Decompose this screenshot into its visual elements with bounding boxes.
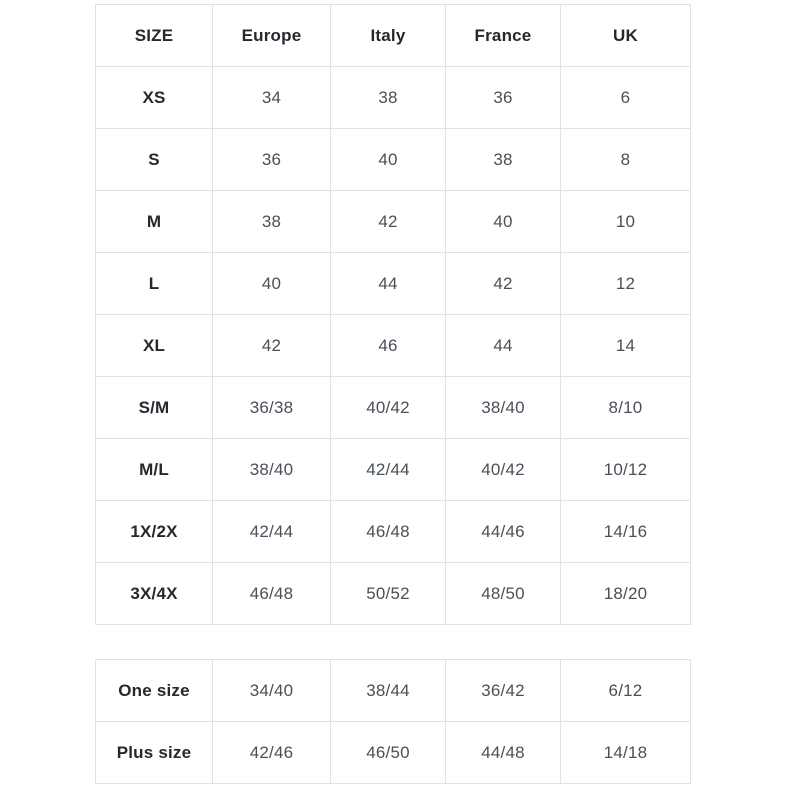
- table-row: [96, 191, 691, 253]
- column-header-uk: UK: [561, 5, 691, 67]
- table-row: [96, 439, 691, 501]
- europe-value: 40: [213, 253, 331, 315]
- italy-value: 46: [331, 315, 446, 377]
- table-row: [96, 67, 691, 129]
- column-header-europe: Europe: [213, 5, 331, 67]
- size-label: 1X/2X: [96, 501, 213, 563]
- italy-value: 50/52: [331, 563, 446, 625]
- size-label: XL: [96, 315, 213, 377]
- special-sizes-table: [95, 659, 691, 784]
- table-row: [96, 129, 691, 191]
- europe-value: 42/44: [213, 501, 331, 563]
- table-row: [96, 253, 691, 315]
- italy-value: 44: [331, 253, 446, 315]
- france-value: 40/42: [446, 439, 561, 501]
- size-label: M/L: [96, 439, 213, 501]
- size-label: XS: [96, 67, 213, 129]
- france-value: 44: [446, 315, 561, 377]
- europe-value: 36/38: [213, 377, 331, 439]
- uk-value: 10: [561, 191, 691, 253]
- italy-value: 46/50: [331, 722, 446, 784]
- italy-value: 42: [331, 191, 446, 253]
- header-row: [96, 5, 691, 67]
- uk-value: 18/20: [561, 563, 691, 625]
- europe-value: 34/40: [213, 660, 331, 722]
- size-label: L: [96, 253, 213, 315]
- table-row: [96, 563, 691, 625]
- table-row: [96, 377, 691, 439]
- france-value: 40: [446, 191, 561, 253]
- italy-value: 38: [331, 67, 446, 129]
- size-label: S/M: [96, 377, 213, 439]
- france-value: 38/40: [446, 377, 561, 439]
- uk-value: 12: [561, 253, 691, 315]
- size-label: 3X/4X: [96, 563, 213, 625]
- size-label: M: [96, 191, 213, 253]
- uk-value: 14/18: [561, 722, 691, 784]
- size-label: S: [96, 129, 213, 191]
- italy-value: 40: [331, 129, 446, 191]
- size-label: One size: [96, 660, 213, 722]
- size-label: Plus size: [96, 722, 213, 784]
- europe-value: 36: [213, 129, 331, 191]
- france-value: 48/50: [446, 563, 561, 625]
- italy-value: 38/44: [331, 660, 446, 722]
- france-value: 36/42: [446, 660, 561, 722]
- europe-value: 34: [213, 67, 331, 129]
- france-value: 44/48: [446, 722, 561, 784]
- uk-value: 10/12: [561, 439, 691, 501]
- italy-value: 42/44: [331, 439, 446, 501]
- europe-value: 38: [213, 191, 331, 253]
- uk-value: 14: [561, 315, 691, 377]
- column-header-france: France: [446, 5, 561, 67]
- table-row: [96, 722, 691, 784]
- uk-value: 8: [561, 129, 691, 191]
- table-row: [96, 315, 691, 377]
- europe-value: 42/46: [213, 722, 331, 784]
- table-row: [96, 660, 691, 722]
- europe-value: 42: [213, 315, 331, 377]
- italy-value: 40/42: [331, 377, 446, 439]
- france-value: 44/46: [446, 501, 561, 563]
- france-value: 38: [446, 129, 561, 191]
- uk-value: 8/10: [561, 377, 691, 439]
- column-header-italy: Italy: [331, 5, 446, 67]
- france-value: 36: [446, 67, 561, 129]
- column-header-size: SIZE: [96, 5, 213, 67]
- europe-value: 46/48: [213, 563, 331, 625]
- italy-value: 46/48: [331, 501, 446, 563]
- france-value: 42: [446, 253, 561, 315]
- table-row: [96, 501, 691, 563]
- uk-value: 6: [561, 67, 691, 129]
- size-chart-container: [95, 4, 690, 784]
- uk-value: 6/12: [561, 660, 691, 722]
- size-conversion-table: [95, 4, 691, 625]
- table-gap: [95, 625, 690, 659]
- europe-value: 38/40: [213, 439, 331, 501]
- uk-value: 14/16: [561, 501, 691, 563]
